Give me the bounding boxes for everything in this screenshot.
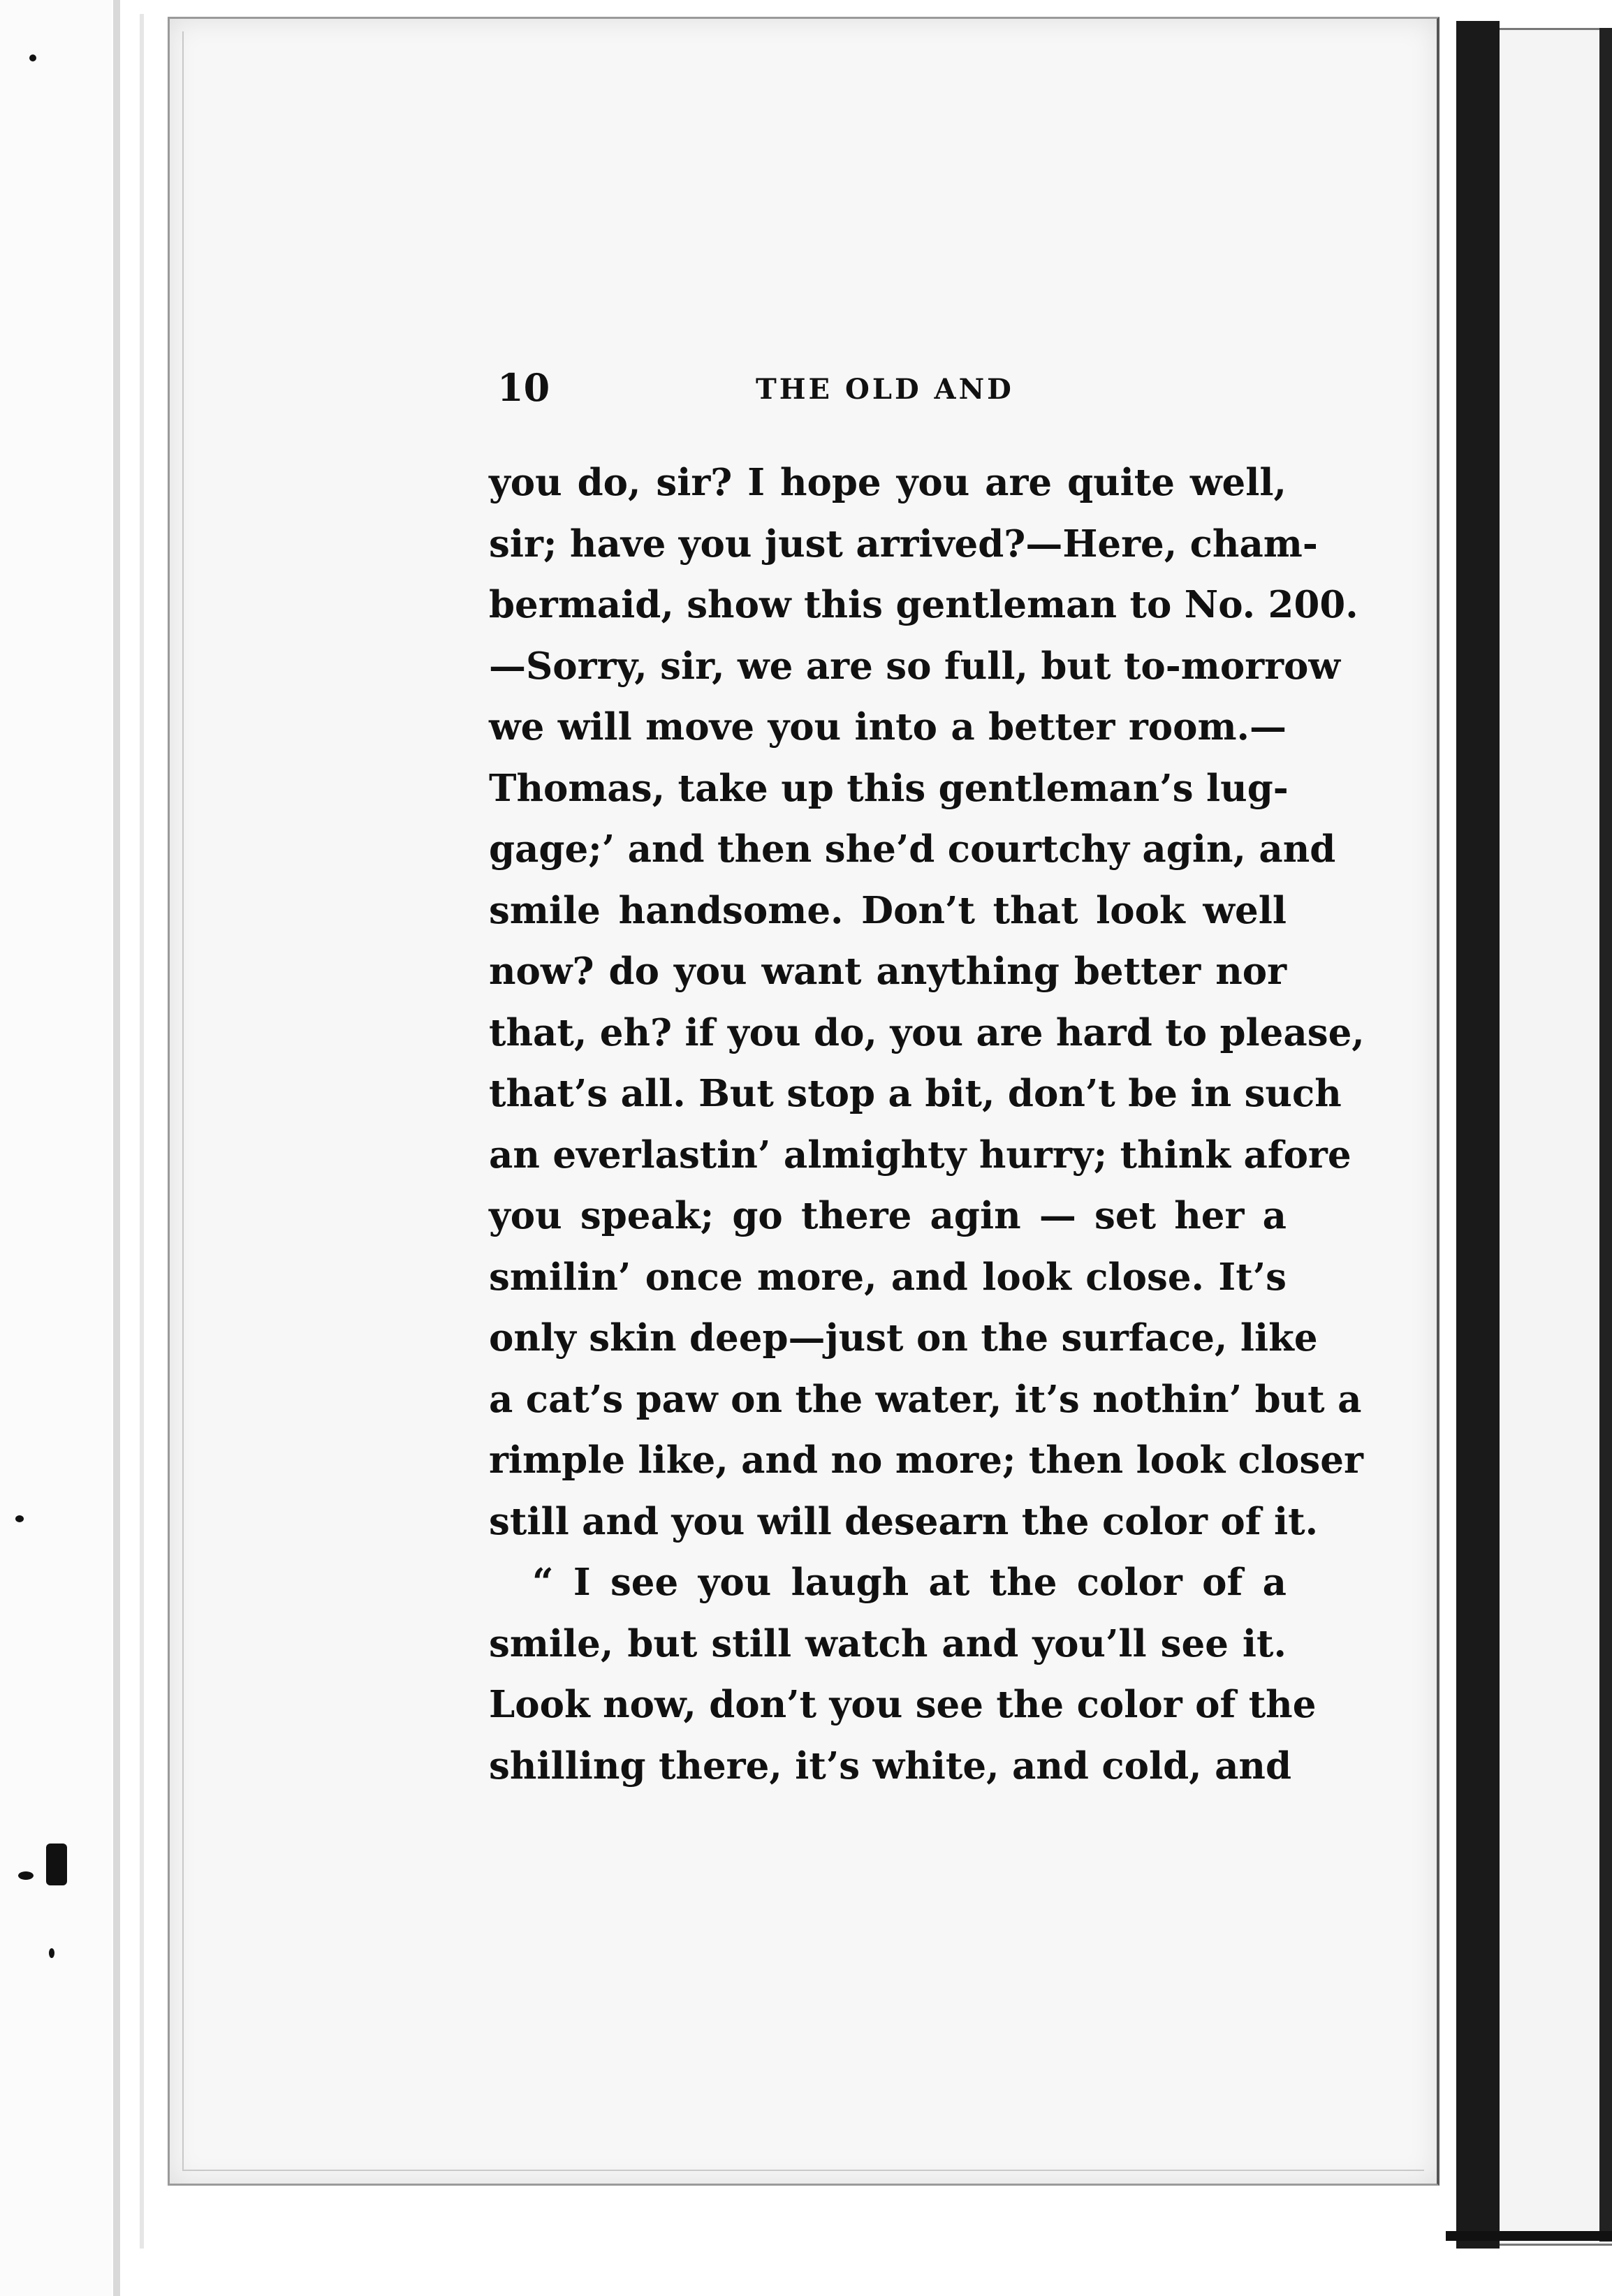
page-number: 10 bbox=[497, 365, 550, 410]
speck bbox=[46, 1844, 67, 1885]
running-head: THE OLD AND bbox=[756, 373, 1014, 406]
text-line: rimple like, and no more; then look closer bbox=[489, 1438, 1363, 1482]
text-line: you speak; go there agin — set her a bbox=[489, 1194, 1287, 1237]
left-edge-shadow bbox=[113, 0, 120, 2296]
text-line: now? do you want anything better nor bbox=[489, 950, 1287, 993]
text-line: you do, sir? I hope you are quite well, bbox=[489, 461, 1287, 504]
book-spine bbox=[1456, 21, 1500, 2249]
text-line: bermaid, show this gentleman to No. 200. bbox=[489, 583, 1358, 626]
text-line: —Sorry, sir, we are so full, but to-morrow bbox=[489, 644, 1341, 688]
text-line: sir; have you just arrived?—Here, cham- bbox=[489, 522, 1318, 566]
speck bbox=[18, 1871, 34, 1880]
text-line: shilling there, it’s white, and cold, and bbox=[489, 1744, 1292, 1788]
paragraph-start-line: “ I see you laugh at the color of a bbox=[532, 1561, 1287, 1604]
text-line: Look now, don’t you see the color of the bbox=[489, 1683, 1317, 1726]
text-line: smile, but still watch and you’ll see it. bbox=[489, 1621, 1287, 1665]
text-line: a cat’s paw on the water, it’s nothin’ but a bbox=[489, 1377, 1362, 1421]
bottom-shadow bbox=[1446, 2231, 1612, 2241]
text-line: smile handsome. Don’t that look well bbox=[489, 888, 1287, 932]
text-line: smilin’ once more, and look close. It’s bbox=[489, 1255, 1287, 1299]
text-line: that’s all. But stop a bit, don’t be in such bbox=[489, 1072, 1342, 1115]
text-line: that, eh? if you do, you are hard to please, bbox=[489, 1010, 1365, 1054]
left-margin-edge bbox=[0, 0, 112, 2296]
text-line: gage;’ and then she’d courtchy agin, and bbox=[489, 827, 1336, 871]
text-line: we will move you into a better room.— bbox=[489, 705, 1287, 749]
facing-page-edge bbox=[1500, 28, 1612, 2246]
body-text bbox=[489, 452, 1365, 1797]
page-header bbox=[497, 363, 1287, 419]
text-line: only skin deep—just on the surface, like bbox=[489, 1316, 1318, 1360]
text-line: Thomas, take up this gentleman’s lug- bbox=[489, 766, 1289, 810]
left-edge-fold bbox=[140, 14, 144, 2249]
facing-page-shadow bbox=[1599, 28, 1612, 2242]
paragraph-end-line: still and you will desearn the color of it. bbox=[489, 1499, 1319, 1543]
speck bbox=[15, 1515, 24, 1522]
speck bbox=[29, 54, 36, 61]
text-line: an everlastin’ almighty hurry; think afore bbox=[489, 1133, 1351, 1177]
speck bbox=[49, 1948, 54, 1958]
